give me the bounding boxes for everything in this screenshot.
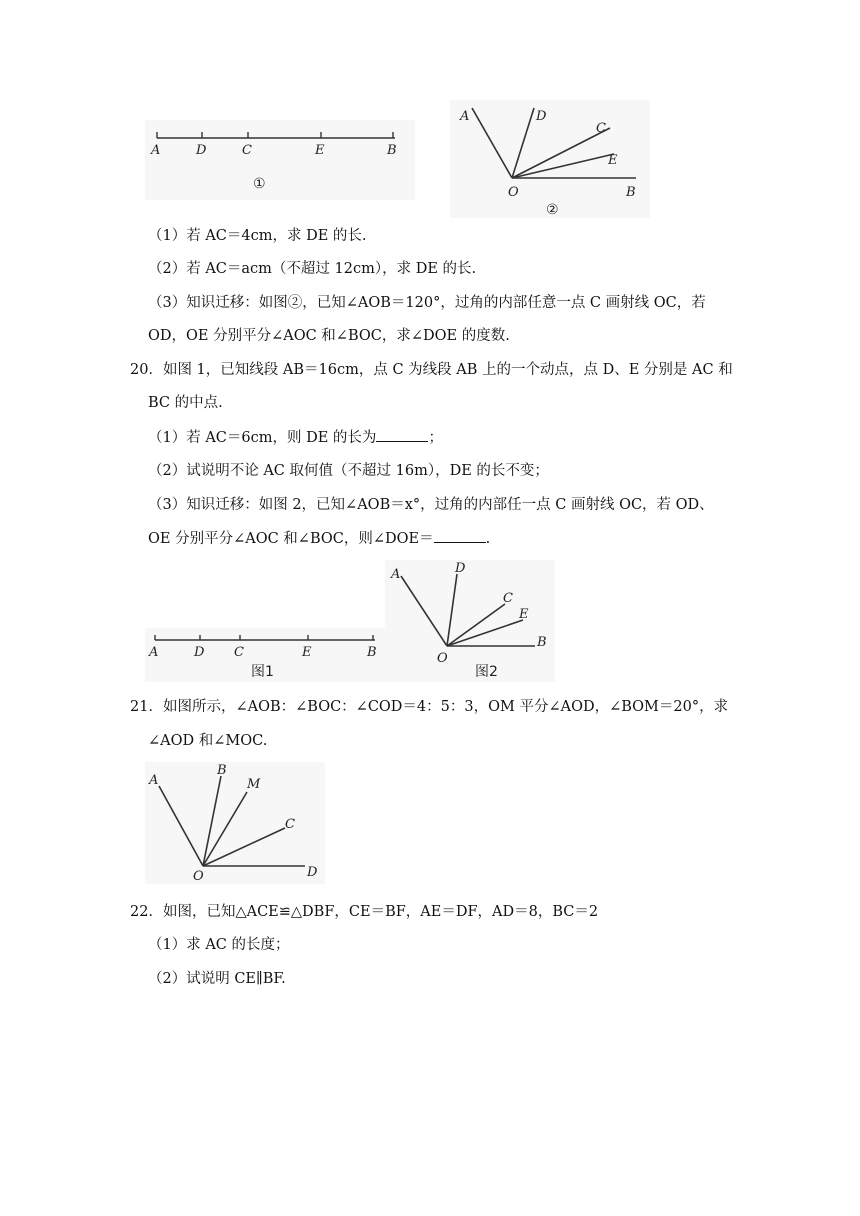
label-E: E: [315, 143, 325, 158]
answer-blank[interactable]: [434, 528, 486, 543]
label-B: B: [387, 143, 397, 158]
label-B: B: [626, 185, 636, 200]
figure-caption: 图1: [251, 664, 274, 680]
q20-stem: 20．如图 1，已知线段 AB＝16cm，点 C 为线段 AB 上的一个动点，点 D、E 分别是 AC 和: [130, 362, 733, 378]
label-A: A: [460, 109, 470, 124]
figure-21: [145, 762, 325, 884]
q19-part-1: （1）若 AC＝4cm，求 DE 的长.: [148, 228, 367, 244]
q21-stem: 21．如图所示，∠AOB：∠BOC：∠COD＝4：5：3，OM 平分∠AOD，∠BOM＝20°，求: [130, 699, 729, 715]
label-D: D: [455, 561, 466, 576]
label-D: D: [196, 143, 207, 158]
figure-20-1: [145, 628, 385, 682]
q20-part-3-text: OE 分别平分∠AOC 和∠BOC，则∠DOE＝: [148, 531, 434, 547]
label-C: C: [596, 121, 606, 136]
label-M: M: [247, 777, 261, 792]
q20-part-2: （2）试说明不论 AC 取何值（不超过 16m），DE 的长不变；: [148, 463, 549, 479]
q21-stem-cont: ∠AOD 和∠MOC.: [148, 733, 268, 749]
q19-part-2: （2）若 AC＝acm（不超过 12cm），求 DE 的长.: [148, 261, 477, 277]
label-A: A: [149, 773, 159, 788]
figure-19-segment: [145, 120, 415, 200]
q20-part-3: （3）知识迁移：如图 2，已知∠AOB＝x°，过角的内部任一点 C 画射线 OC，若 OD、: [148, 497, 714, 513]
label-B: B: [217, 763, 227, 778]
label-O: O: [437, 651, 448, 666]
q20-part-1: [148, 427, 443, 448]
label-D: D: [536, 109, 547, 124]
label-E: E: [608, 153, 618, 168]
label-B: B: [537, 635, 547, 650]
q20-part-1-text: （1）若 AC＝6cm，则 DE 的长为: [148, 430, 377, 446]
figure-caption: 图2: [475, 664, 498, 680]
answer-blank[interactable]: [376, 427, 428, 442]
figure-19-angle: [450, 100, 650, 218]
q20-stem-cont: BC 的中点.: [148, 395, 223, 411]
label-A: A: [391, 567, 401, 582]
label-C: C: [242, 143, 252, 158]
q20-part-3-end: .: [485, 531, 491, 547]
label-O: O: [193, 869, 204, 884]
label-D: D: [307, 865, 318, 880]
q22-part-2: （2）试说明 CE∥BF.: [148, 971, 286, 987]
figure-20-2: [385, 560, 555, 682]
q19-part-3-cont: OD，OE 分别平分∠AOC 和∠BOC，求∠DOE 的度数.: [148, 328, 510, 344]
q20-part-1-end: ；: [428, 430, 443, 446]
label-A: A: [151, 143, 161, 158]
label-E: E: [519, 607, 529, 622]
label-C: C: [503, 591, 513, 606]
q22-part-1: （1）求 AC 的长度；: [148, 937, 290, 953]
q20-part-3-cont: [148, 528, 490, 549]
q19-part-3: （3）知识迁移：如图②，已知∠AOB＝120°，过角的内部任意一点 C 画射线 OC，若: [148, 295, 706, 311]
label-B: B: [367, 645, 377, 660]
figure-caption: ①: [253, 176, 266, 192]
q22-stem: 22．如图，已知△ACE≌△DBF，CE＝BF，AE＝DF，AD＝8，BC＝2: [130, 904, 599, 920]
figure-caption: ②: [546, 202, 559, 218]
label-O: O: [508, 185, 519, 200]
label-C: C: [234, 645, 244, 660]
label-E: E: [302, 645, 312, 660]
label-C: C: [285, 817, 295, 832]
label-D: D: [194, 645, 205, 660]
label-A: A: [149, 645, 159, 660]
